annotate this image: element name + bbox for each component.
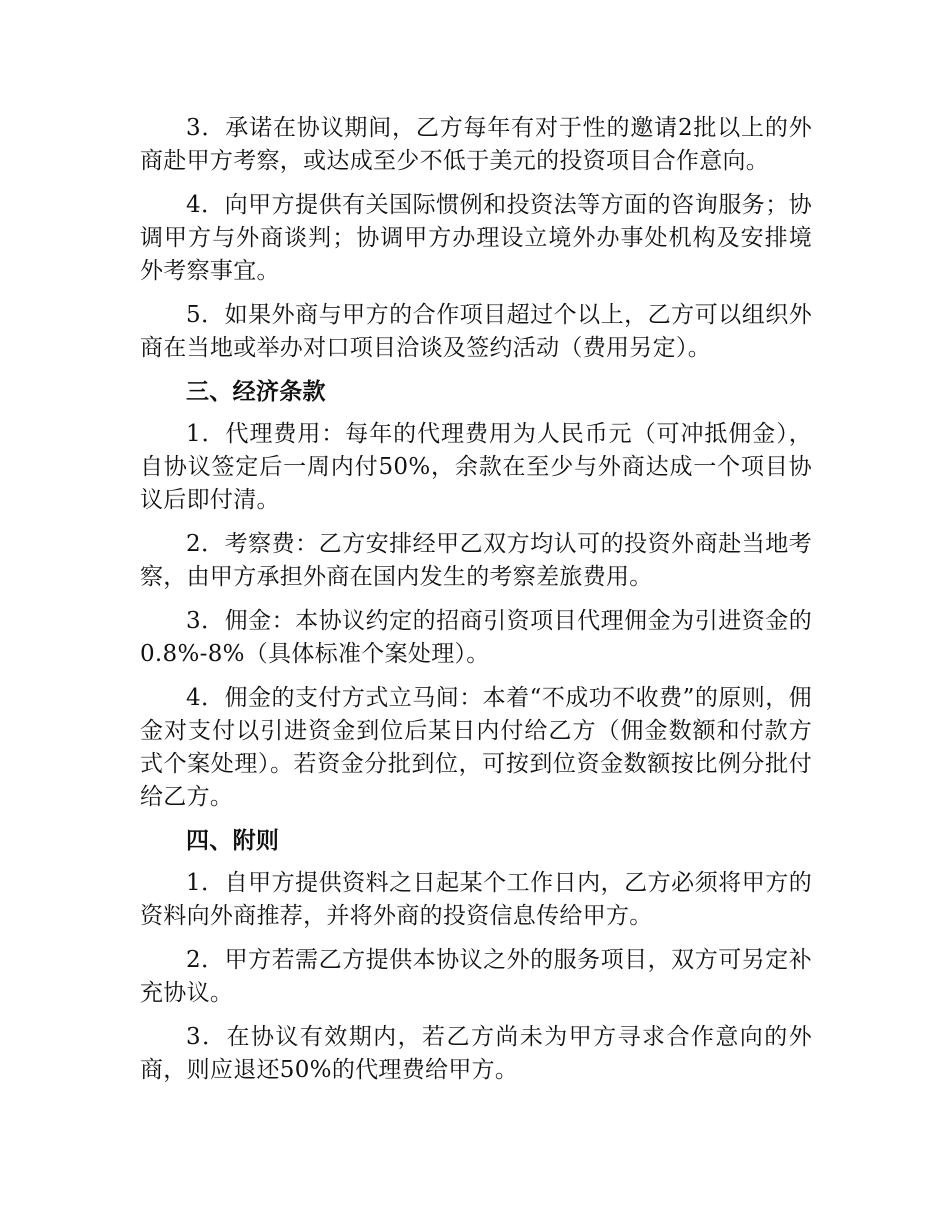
- clause-3-3: 3．佣金：本协议约定的招商引资项目代理佣金为引进资金的0.8%-8%（具体标准个案处理）。: [140, 608, 812, 667]
- clause-4-2: 2．甲方若需乙方提供本协议之外的服务项目，双方可另定补充协议。: [140, 947, 812, 1006]
- clause-2-4: 4．向甲方提供有关国际惯例和投资法等方面的咨询服务；协调甲方与外商谈判；协调甲方办理设立境外办事处机构及安排境外考察事宜。: [140, 192, 812, 284]
- document-page: [140, 112, 812, 1098]
- clause-3-4: 4．佣金的支付方式立马间：本着“不成功不收费”的原则，佣金对支付以引进资金到位后某日内付给乙方（佣金数额和付款方式个案处理）。若资金分批到位，可按到位资金数额按比例分批付给乙方。: [140, 685, 812, 810]
- section-heading-supplementary: 四、附则: [186, 828, 280, 854]
- clause-3-2: 2．考察费：乙方安排经甲乙双方均认可的投资外商赴当地考察，由甲方承担外商在国内发生的考察差旅费用。: [140, 531, 812, 590]
- section-heading-economic-terms: 三、经济条款: [186, 379, 326, 405]
- clause-2-3: 3．承诺在协议期间，乙方每年有对于性的邀请2批以上的外商赴甲方考察，或达成至少不低于美元的投资项目合作意向。: [140, 115, 812, 174]
- clause-2-5: 5．如果外商与甲方的合作项目超过个以上，乙方可以组织外商在当地或举办对口项目洽谈及签约活动（费用另定）。: [140, 302, 812, 361]
- clause-4-1: 1．自甲方提供资料之日起某个工作日内，乙方必须将甲方的资料向外商推荐，并将外商的投资信息传给甲方。: [140, 870, 812, 929]
- clause-4-3: 3．在协议有效期内，若乙方尚未为甲方寻求合作意向的外商，则应退还50%的代理费给甲方。: [140, 1024, 812, 1083]
- clause-3-1: 1．代理费用：每年的代理费用为人民币元（可冲抵佣金），自协议签定后一周内付50%，余款在至少与外商达成一个项目协议后即付清。: [140, 421, 812, 513]
